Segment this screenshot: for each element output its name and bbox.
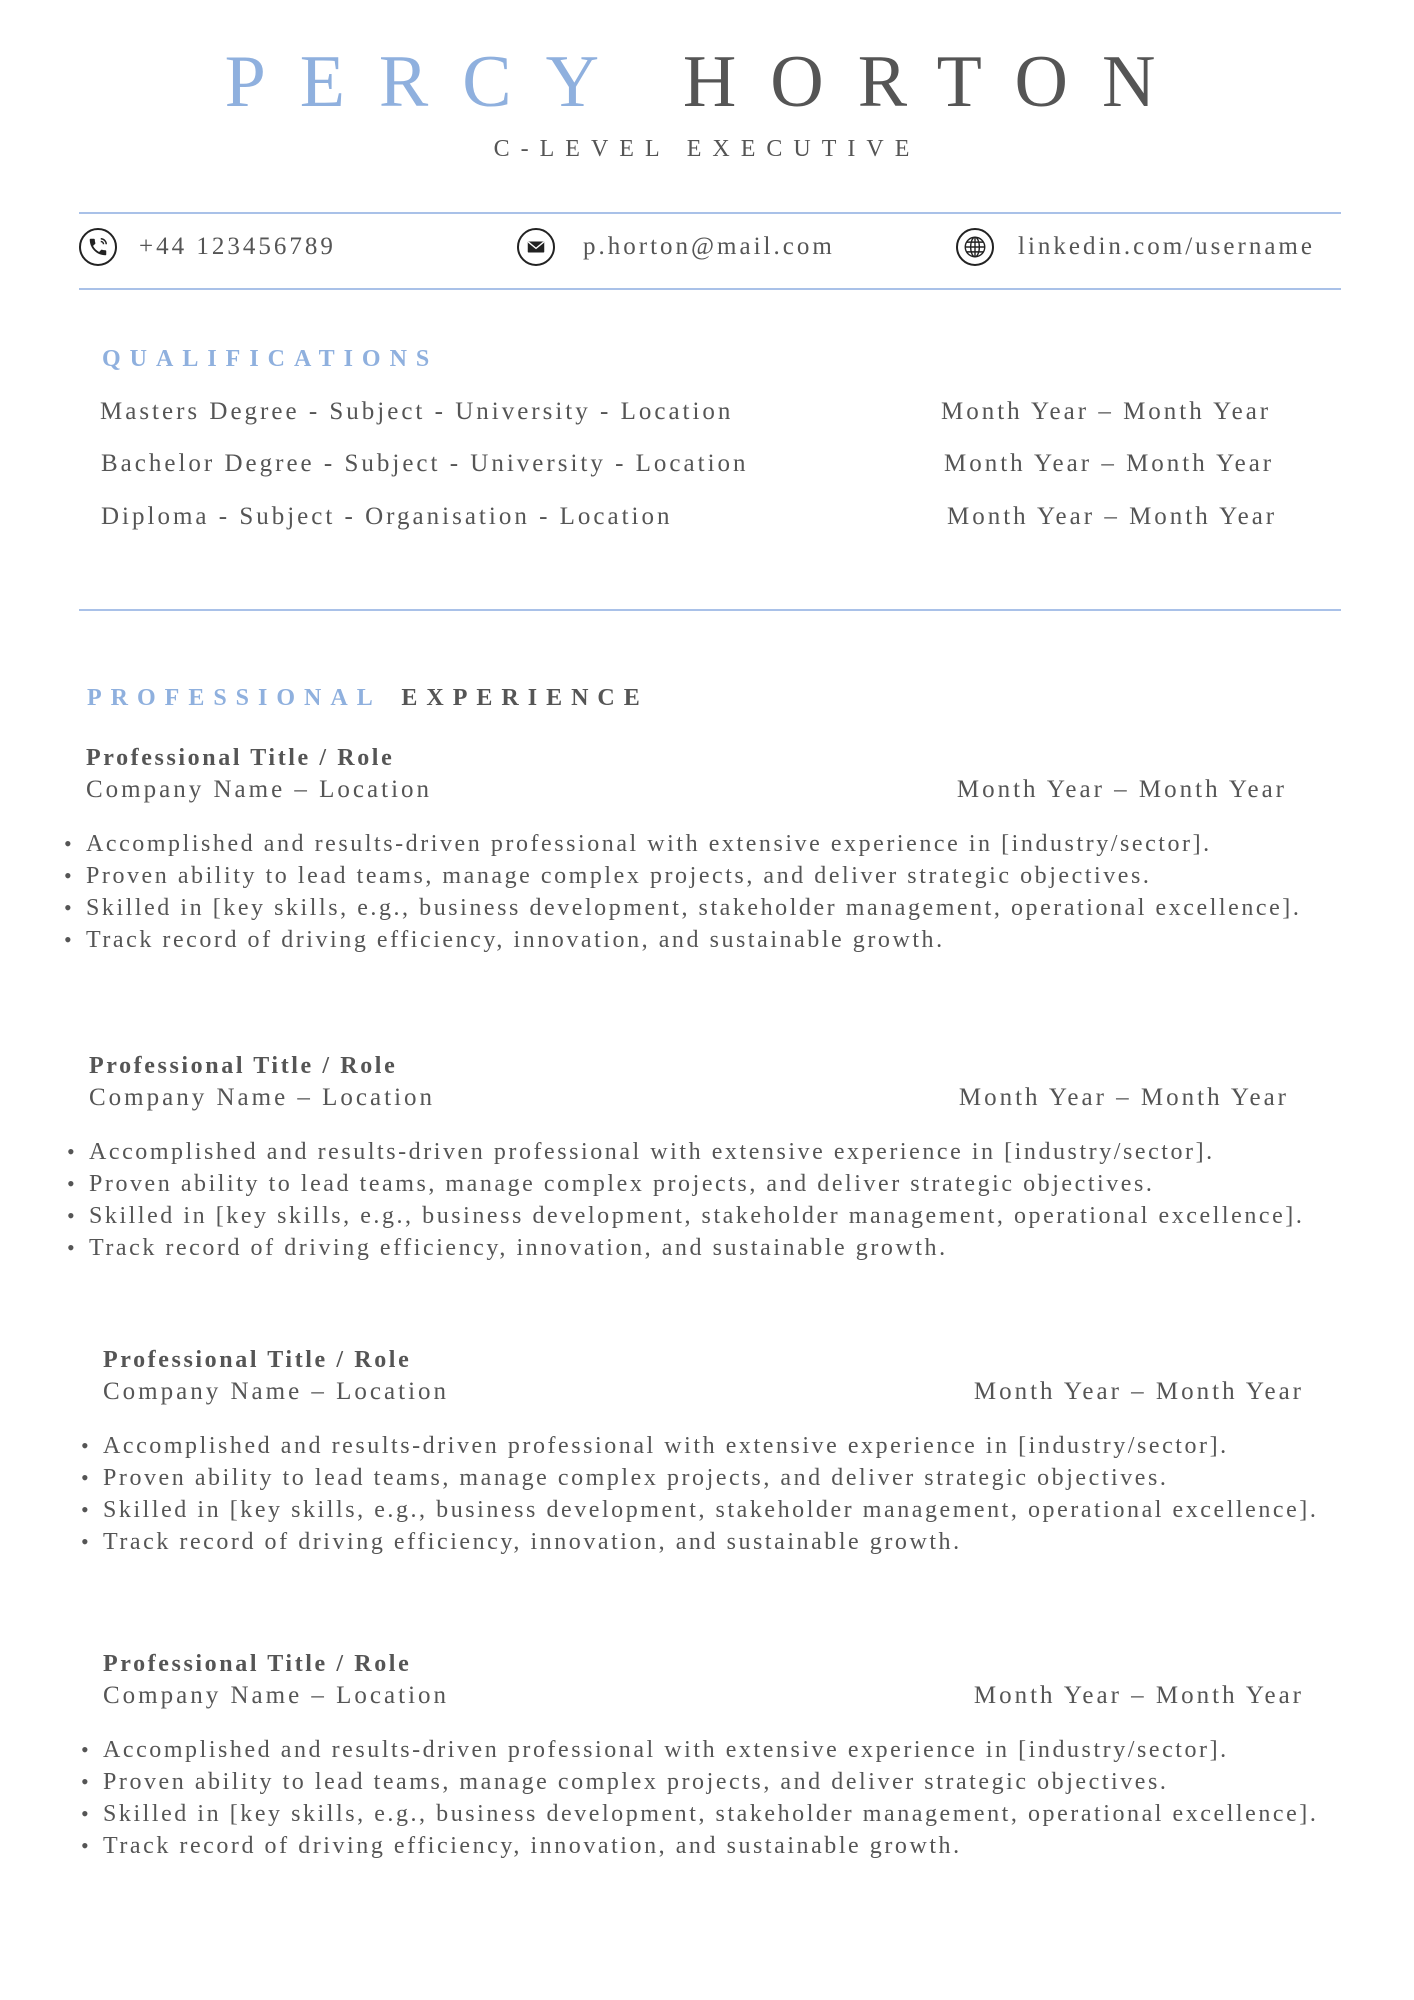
- experience-heading-part1: PROFESSIONAL: [87, 685, 381, 711]
- job-title: Professional Title / Role: [89, 1053, 398, 1079]
- job-bullet: • Proven ability to lead teams, manage complex projects, and deliver strategic objectives.: [89, 1168, 1339, 1200]
- qualification-dates: Month Year – Month Year: [947, 503, 1278, 530]
- job-bullet: • Skilled in [key skills, e.g., business development, stakeholder management, operational excellence].: [89, 1200, 1339, 1232]
- experience-heading: [87, 685, 649, 712]
- mail-icon: [517, 228, 555, 266]
- phone-number[interactable]: +44 123456789: [139, 233, 336, 260]
- contact-phone: [79, 228, 336, 266]
- divider: [79, 288, 1341, 290]
- job-dates: Month Year – Month Year: [958, 1084, 1289, 1111]
- email-address[interactable]: p.horton@mail.com: [583, 233, 835, 260]
- job-bullet: • Accomplished and results-driven professional with extensive experience in [industry/sector].: [103, 1430, 1353, 1462]
- job-bullet: • Proven ability to lead teams, manage complex projects, and deliver strategic objectives.: [86, 860, 1336, 892]
- job-bullet: • Proven ability to lead teams, manage complex projects, and deliver strategic objectives.: [103, 1766, 1353, 1798]
- job-title: Professional Title / Role: [86, 745, 395, 771]
- qualification-dates: Month Year – Month Year: [941, 398, 1272, 425]
- job-bullet: • Skilled in [key skills, e.g., business development, stakeholder management, operational excellence].: [103, 1798, 1353, 1830]
- job-bullet: • Track record of driving efficiency, innovation, and sustainable growth.: [89, 1232, 1339, 1264]
- qualification-desc: Diploma - Subject - Organisation - Location: [101, 503, 673, 530]
- job-company: Company Name – Location: [89, 1084, 436, 1111]
- job-company: Company Name – Location: [86, 776, 433, 803]
- contact-website: [956, 228, 1315, 266]
- qualification-dates: Month Year – Month Year: [944, 450, 1275, 477]
- qualification-desc: Bachelor Degree - Subject - University - Location: [101, 450, 749, 477]
- job-entry: [89, 1053, 1339, 1264]
- job-title: Professional Title / Role: [103, 1347, 412, 1373]
- job-bullet: • Skilled in [key skills, e.g., business development, stakeholder management, operational excellence].: [103, 1494, 1353, 1526]
- first-name: PERCY: [224, 41, 631, 123]
- job-title: Professional Title / Role: [103, 1651, 412, 1677]
- divider: [79, 609, 1341, 611]
- job-bullet: • Track record of driving efficiency, innovation, and sustainable growth.: [103, 1830, 1353, 1862]
- contact-email: [517, 228, 835, 266]
- phone-icon: [79, 228, 117, 266]
- job-bullet: • Skilled in [key skills, e.g., business development, stakeholder management, operational excellence].: [86, 892, 1336, 924]
- job-company: Company Name – Location: [103, 1378, 450, 1405]
- experience-heading-part2: EXPERIENCE: [401, 685, 649, 711]
- job-bullet: • Accomplished and results-driven professional with extensive experience in [industry/sector].: [86, 828, 1336, 860]
- qualification-desc: Masters Degree - Subject - University - Location: [100, 398, 734, 425]
- divider: [79, 212, 1341, 214]
- job-subtitle: C-LEVEL EXECUTIVE: [493, 136, 921, 162]
- job-bullet: • Track record of driving efficiency, innovation, and sustainable growth.: [103, 1526, 1353, 1558]
- website-url[interactable]: linkedin.com/username: [1018, 233, 1315, 260]
- job-dates: Month Year – Month Year: [973, 1378, 1304, 1405]
- job-dates: Month Year – Month Year: [956, 776, 1287, 803]
- resume-name: [0, 38, 1414, 126]
- job-dates: Month Year – Month Year: [973, 1682, 1304, 1709]
- job-bullet: • Accomplished and results-driven professional with extensive experience in [industry/sector].: [103, 1734, 1353, 1766]
- job-bullet: • Track record of driving efficiency, innovation, and sustainable growth.: [86, 924, 1336, 956]
- job-entry: [86, 745, 1336, 956]
- globe-icon: [956, 228, 994, 266]
- job-bullet: • Accomplished and results-driven professional with extensive experience in [industry/sector].: [89, 1136, 1339, 1168]
- job-entry: [103, 1651, 1353, 1862]
- last-name: HORTON: [682, 41, 1190, 123]
- job-entry: [103, 1347, 1353, 1558]
- qualifications-heading: QUALIFICATIONS: [102, 346, 439, 372]
- job-company: Company Name – Location: [103, 1682, 450, 1709]
- job-bullet: • Proven ability to lead teams, manage complex projects, and deliver strategic objectives.: [103, 1462, 1353, 1494]
